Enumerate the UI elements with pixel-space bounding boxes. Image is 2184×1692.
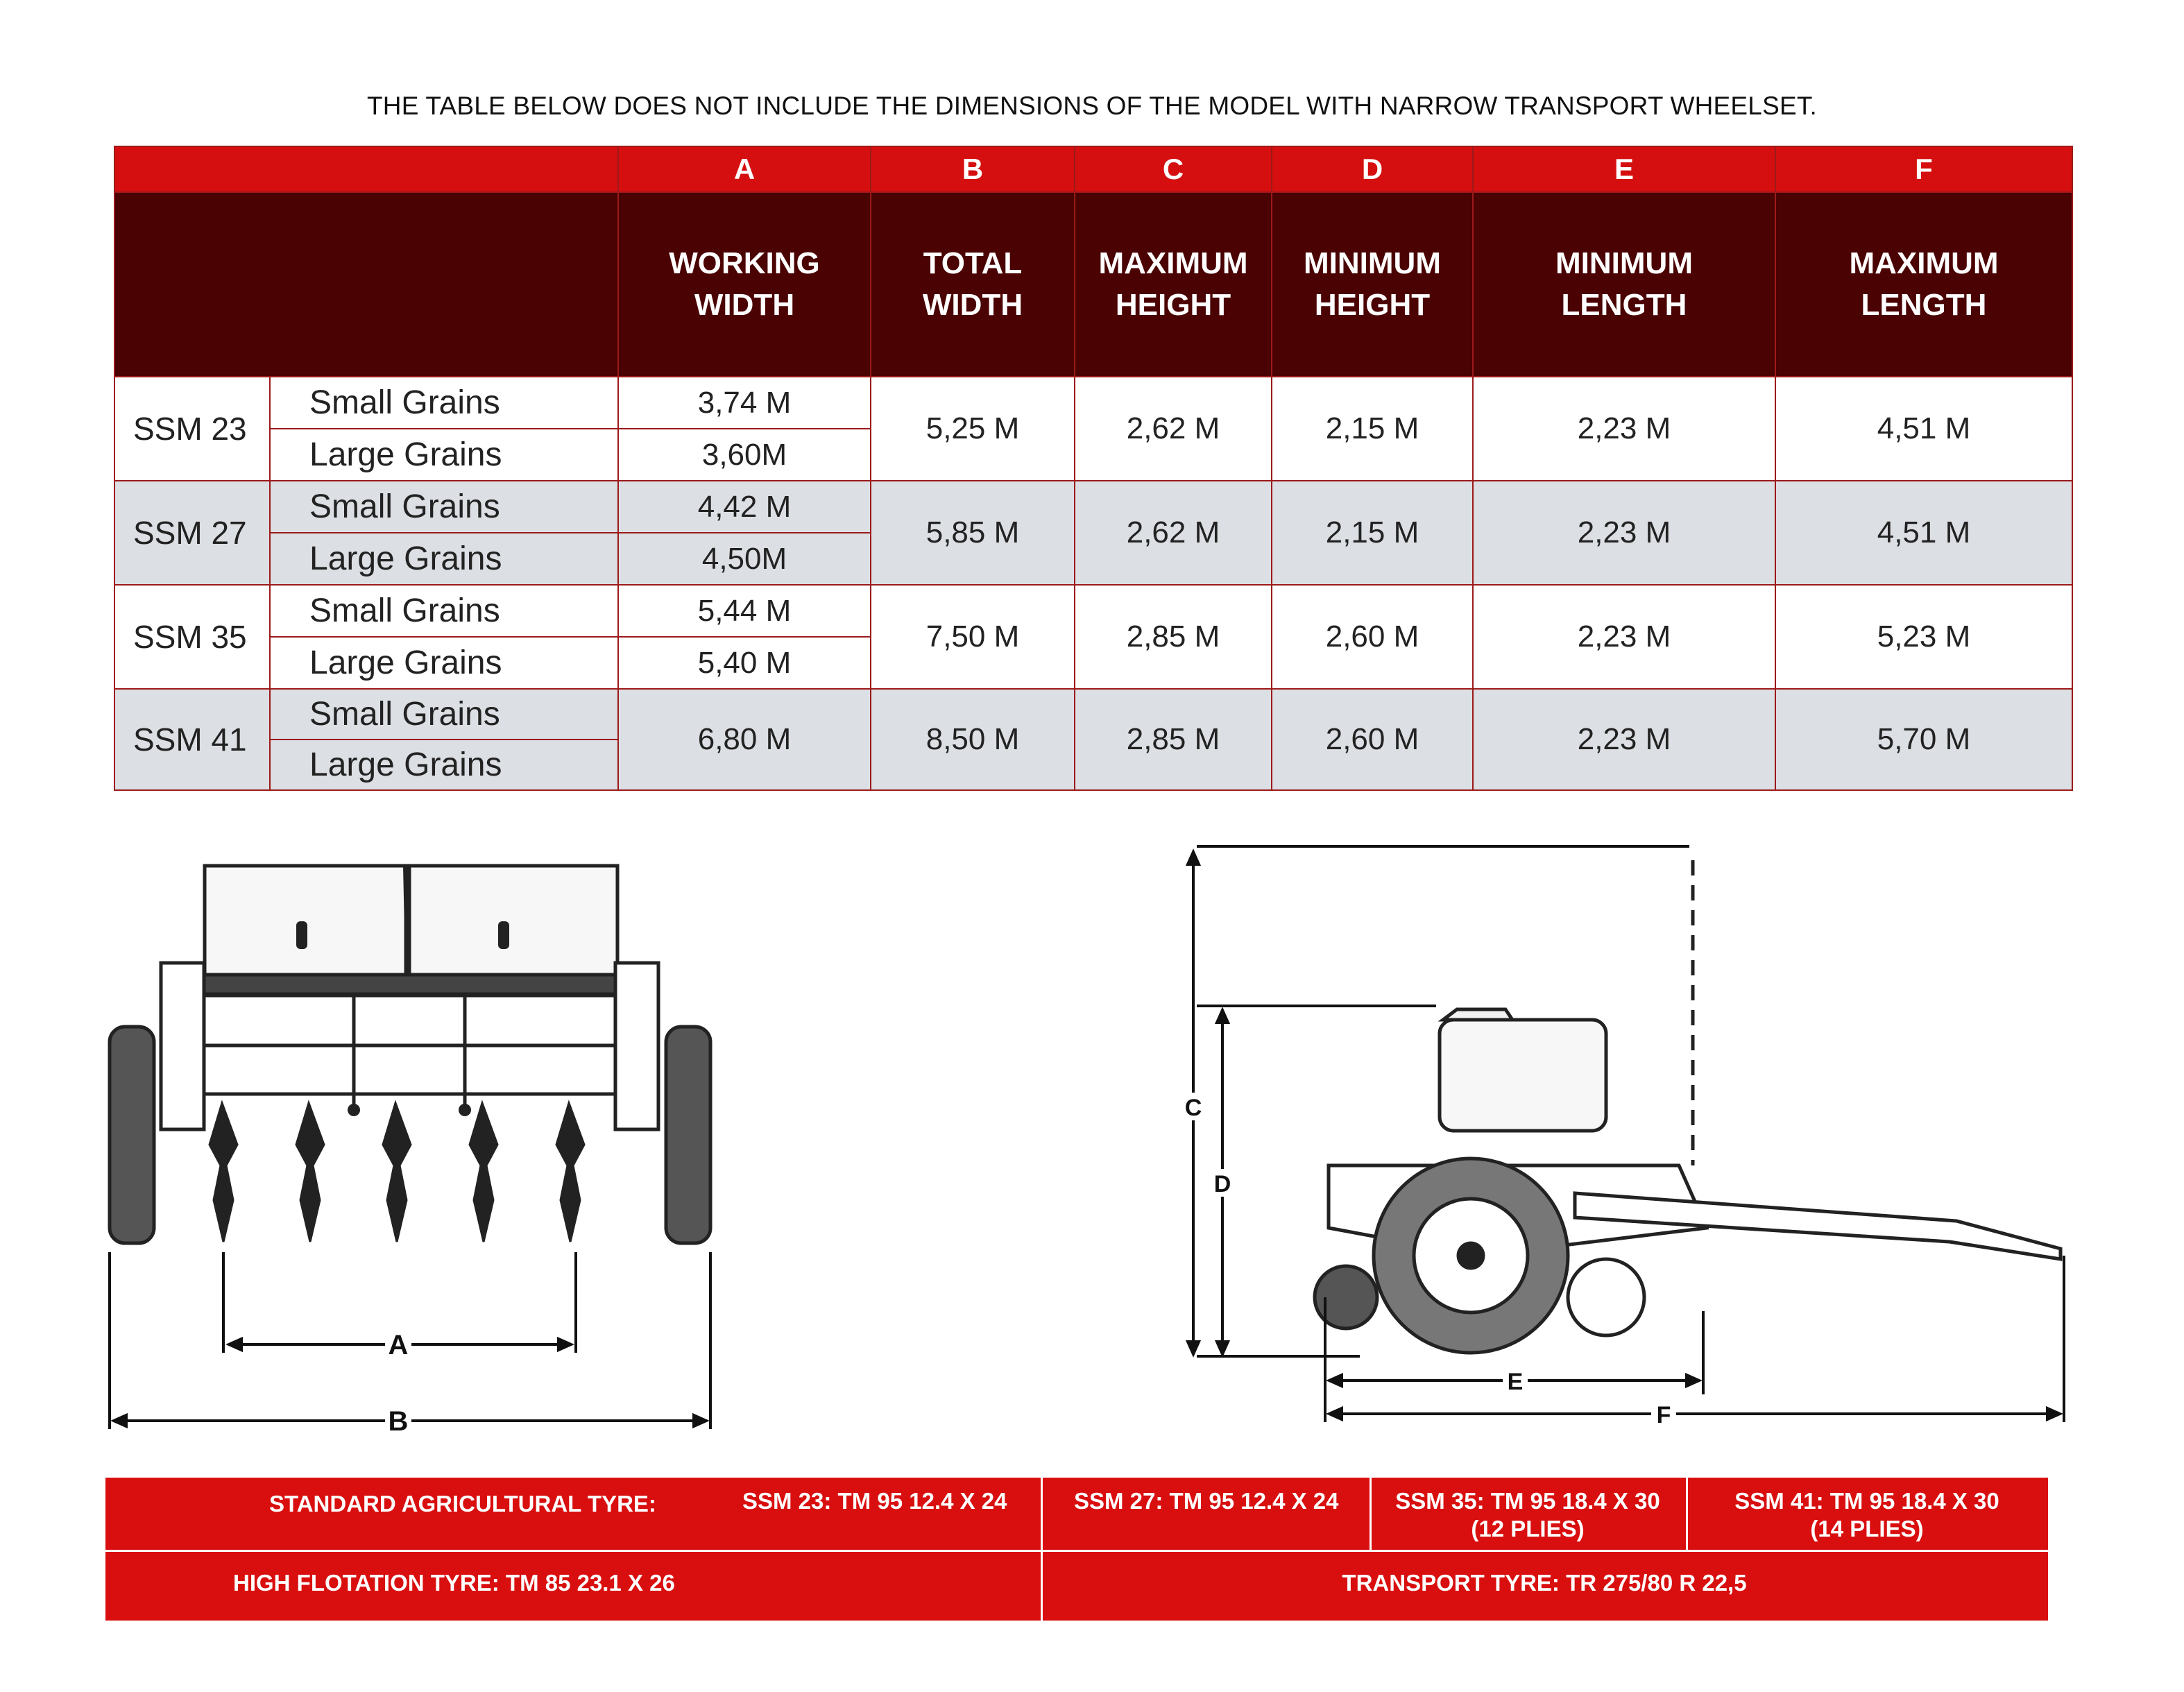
table-row bbox=[114, 689, 2072, 740]
grain-type: Large Grains bbox=[270, 740, 618, 790]
total-width: 8,50 M bbox=[871, 689, 1075, 790]
col-letter-d: D bbox=[1272, 146, 1473, 192]
total-width: 7,50 M bbox=[871, 585, 1075, 689]
front-view-drawing bbox=[97, 853, 1124, 1443]
maximum-height: 2,62 M bbox=[1075, 481, 1272, 585]
total-width: 5,85 M bbox=[871, 481, 1075, 585]
minimum-length: 2,23 M bbox=[1473, 377, 1775, 481]
maximum-length: 4,51 M bbox=[1775, 481, 2072, 585]
titles-spacer bbox=[114, 192, 618, 377]
col-letter-e: E bbox=[1473, 146, 1775, 192]
maximum-length: 4,51 M bbox=[1775, 377, 2072, 481]
table-note: THE TABLE BELOW DOES NOT INCLUDE THE DIMENSIONS OF THE MODEL WITH NARROW TRANSPORT WHEELSET. bbox=[366, 92, 1818, 120]
tyre-table bbox=[105, 1478, 2048, 1621]
grain-type: Small Grains bbox=[270, 689, 618, 740]
total-width: 5,25 M bbox=[871, 377, 1075, 481]
dimension-label-f: F bbox=[1656, 1402, 1671, 1428]
dimension-label-c: C bbox=[1184, 1095, 1202, 1121]
working-width-large: 4,50M bbox=[618, 533, 871, 585]
minimum-length: 2,23 M bbox=[1473, 585, 1775, 689]
column-titles-row bbox=[114, 192, 2072, 377]
minimum-length: 2,23 M bbox=[1473, 481, 1775, 585]
grain-type: Large Grains bbox=[270, 429, 618, 481]
maximum-height: 2,62 M bbox=[1075, 377, 1272, 481]
col-title-maximum-height: MAXIMUM HEIGHT bbox=[1075, 192, 1272, 377]
working-width-small: 5,44 M bbox=[618, 585, 871, 637]
col-title-total-width: TOTAL WIDTH bbox=[871, 192, 1075, 377]
column-letters-row bbox=[114, 146, 2072, 192]
working-width-small: 4,42 M bbox=[618, 481, 871, 533]
grain-type: Large Grains bbox=[270, 533, 618, 585]
model-name: SSM 35 bbox=[114, 585, 270, 689]
minimum-height: 2,60 M bbox=[1272, 689, 1473, 790]
working-width-large: 5,40 M bbox=[618, 637, 871, 689]
working-width-large: 3,60M bbox=[618, 429, 871, 481]
maximum-length: 5,70 M bbox=[1775, 689, 2072, 790]
col-letter-c: C bbox=[1075, 146, 1272, 192]
maximum-length: 5,23 M bbox=[1775, 585, 2072, 689]
letters-spacer bbox=[114, 146, 618, 192]
dimension-label-a: A bbox=[388, 1330, 409, 1360]
standard-tyre-label: STANDARD AGRICULTURAL TYRE: bbox=[269, 1491, 656, 1516]
dimensions-table bbox=[114, 146, 2073, 791]
grain-type: Small Grains bbox=[270, 481, 618, 533]
ssm41-tyre: SSM 41: TM 95 18.4 X 30 (14 PLIES) bbox=[1734, 1488, 1999, 1541]
maximum-height: 2,85 M bbox=[1075, 585, 1272, 689]
model-name: SSM 27 bbox=[114, 481, 270, 585]
transport-tyre: TRANSPORT TYRE: TR 275/80 R 22,5 bbox=[1342, 1570, 1747, 1596]
col-title-working-width: WORKING WIDTH bbox=[618, 192, 871, 377]
col-letter-a: A bbox=[618, 146, 871, 192]
minimum-height: 2,15 M bbox=[1272, 481, 1473, 585]
minimum-height: 2,15 M bbox=[1272, 377, 1473, 481]
minimum-length: 2,23 M bbox=[1473, 689, 1775, 790]
col-letter-b: B bbox=[871, 146, 1075, 192]
model-name: SSM 23 bbox=[114, 377, 270, 481]
dimension-label-b: B bbox=[388, 1406, 409, 1437]
model-name: SSM 41 bbox=[114, 689, 270, 790]
working-width-small: 3,74 M bbox=[618, 377, 871, 429]
table-row bbox=[114, 377, 2072, 429]
ssm35-tyre: SSM 35: TM 95 18.4 X 30 (12 PLIES) bbox=[1395, 1488, 1660, 1541]
side-view-drawing bbox=[1179, 839, 2081, 1450]
grain-type: Small Grains bbox=[270, 585, 618, 637]
high-flotation-tyre: HIGH FLOTATION TYRE: TM 85 23.1 X 26 bbox=[233, 1570, 675, 1596]
col-title-maximum-length: MAXIMUM LENGTH bbox=[1775, 192, 2072, 377]
col-letter-f: F bbox=[1775, 146, 2072, 192]
col-title-minimum-length: MINIMUM LENGTH bbox=[1473, 192, 1775, 377]
table-row bbox=[114, 585, 2072, 637]
dimension-label-d: D bbox=[1213, 1171, 1231, 1197]
dimension-label-e: E bbox=[1507, 1369, 1524, 1395]
maximum-height: 2,85 M bbox=[1075, 689, 1272, 790]
col-title-minimum-height: MINIMUM HEIGHT bbox=[1272, 192, 1473, 377]
table-row bbox=[114, 481, 2072, 533]
minimum-height: 2,60 M bbox=[1272, 585, 1473, 689]
grain-type: Small Grains bbox=[270, 377, 618, 429]
ssm27-tyre: SSM 27: TM 95 12.4 X 24 bbox=[1074, 1488, 1339, 1514]
grain-type: Large Grains bbox=[270, 637, 618, 689]
ssm23-tyre: SSM 23: TM 95 12.4 X 24 bbox=[742, 1488, 1007, 1514]
working-width: 6,80 M bbox=[618, 689, 871, 790]
